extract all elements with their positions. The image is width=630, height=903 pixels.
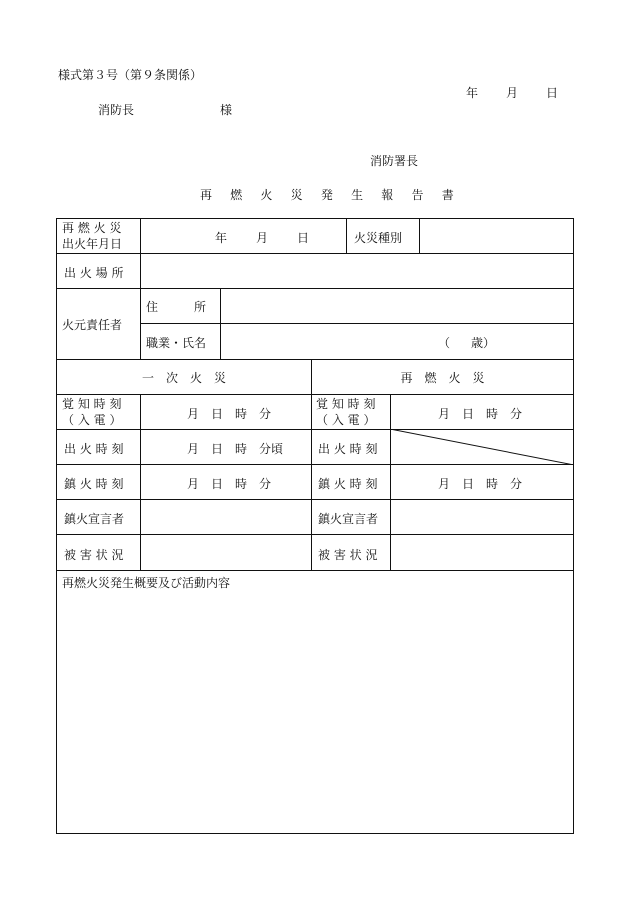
address-field[interactable]	[226, 292, 568, 320]
date-day: 日	[546, 86, 559, 100]
row1-month: 月	[256, 231, 269, 245]
declarer-label-left: 鎮火宣言者	[64, 512, 125, 526]
suppression-time-value-left: 月 日 時 分	[187, 477, 272, 491]
age-label: 歳）	[471, 336, 496, 350]
address-label: 住 所	[146, 300, 207, 314]
damage-label-right: 被 害 状 況	[318, 548, 378, 562]
suppression-time-label-right: 鎮 火 時 刻	[318, 477, 378, 491]
station-chief: 消防署長	[370, 154, 419, 168]
diagonal-strike	[390, 429, 574, 465]
occupation-name-field[interactable]	[226, 327, 426, 355]
report-time-label-right: 覚 知 時 刻 （ 入 電 ）	[316, 397, 376, 427]
declarer-label-right: 鎮火宣言者	[318, 512, 379, 526]
damage-label-left: 被 害 状 況	[64, 548, 124, 562]
fire-location-label: 出 火 場 所	[64, 266, 124, 280]
suppression-time-value-right: 月 日 時 分	[438, 477, 523, 491]
outbreak-time-label-left: 出 火 時 刻	[64, 442, 124, 456]
page-title: 再 燃 火 災 発 生 報 告 書	[200, 188, 461, 202]
form-number: 様式第３号（第９条関係）	[58, 68, 203, 82]
age-open: （	[438, 336, 451, 350]
rekindle-date-label: 再 燃 火 災 出火年月日	[62, 221, 123, 251]
report-time-value-left: 月 日 時 分	[187, 407, 272, 421]
responsible-person-label: 火元責任者	[62, 318, 123, 332]
declarer-field-left[interactable]	[146, 503, 306, 531]
report-time-value-right: 月 日 時 分	[438, 407, 523, 421]
summary-field[interactable]	[62, 594, 568, 828]
outbreak-time-label-right: 出 火 時 刻	[318, 442, 378, 456]
suppression-time-label-left: 鎮 火 時 刻	[64, 477, 124, 491]
damage-field-right[interactable]	[396, 538, 568, 566]
rekindle-fire-header: 再 燃 火 災	[400, 370, 485, 385]
date-month: 月	[506, 86, 519, 100]
fire-type-field[interactable]	[424, 222, 569, 250]
row1-year: 年	[215, 231, 228, 245]
chief-label: 消防長	[98, 103, 135, 117]
summary-label: 再燃火災発生概要及び活動内容	[62, 576, 231, 590]
primary-fire-header: 一 次 火 災	[141, 370, 226, 385]
outbreak-time-value-left: 月 日 時 分頃	[187, 442, 284, 456]
declarer-field-right[interactable]	[396, 503, 568, 531]
fire-location-field[interactable]	[146, 257, 568, 285]
fire-type-label: 火災種別	[354, 231, 403, 245]
rekindle-date-field[interactable]	[146, 222, 206, 250]
damage-field-left[interactable]	[146, 538, 306, 566]
occupation-name-label: 職業・氏名	[146, 336, 207, 350]
date-year: 年	[466, 86, 479, 100]
row1-day: 日	[297, 231, 310, 245]
report-time-label-left: 覚 知 時 刻 （ 入 電 ）	[62, 397, 122, 427]
honorific: 様	[220, 103, 233, 117]
